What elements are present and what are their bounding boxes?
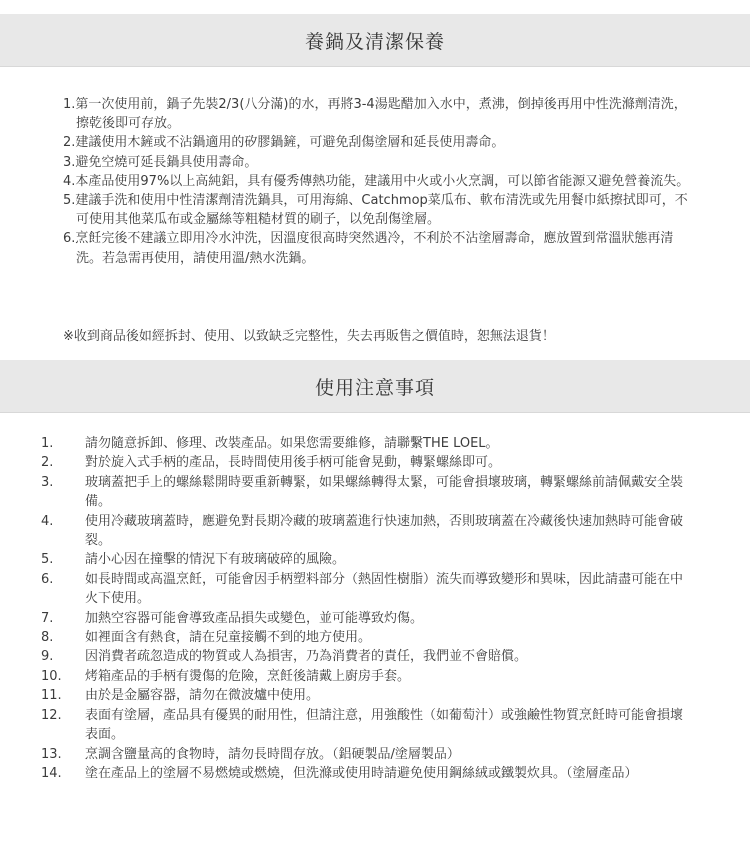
- care-item: 1.第一次使用前，鍋子先裝2/3(八分滿)的水，再將3-4湯匙醋加入水中，煮沸，倒掉後再用中性洗滌劑清洗，擦乾後即可存放。: [63, 97, 687, 132]
- usage-item: 5. 請小心因在撞擊的情況下有玻璃破碎的風險。: [41, 552, 346, 568]
- usage-item: 2. 對於旋入式手柄的產品，長時間使用後手柄可能會晃動，轉緊螺絲即可。: [41, 455, 502, 471]
- care-item: 3.避免空燒可延長鍋具使用壽命。: [63, 154, 258, 170]
- care-item: 2.建議使用木鏟或不沾鍋適用的矽膠鍋鏟，可避免刮傷塗層和延長使用壽命。: [63, 135, 505, 151]
- usage-precautions-list: [41, 434, 693, 783]
- usage-item: 7. 加熱空容器可能會導致產品損失或變色，並可能導致灼傷。: [41, 610, 424, 626]
- usage-item: 6. 如長時間或高溫烹飪，可能會因手柄塑料部分（熱固性樹脂）流失而導致變形和異味，因此請盡可能在中火下使用。: [41, 571, 684, 607]
- usage-item: 1. 請勿隨意拆卸、修理、改裝產品。如果您需要維修，請聯繫THE LOEL。: [41, 436, 499, 451]
- care-section-title: 養鍋及清潔保養: [304, 30, 445, 53]
- usage-section-header: [0, 360, 750, 412]
- usage-item: 10. 烤箱產品的手柄有燙傷的危險，烹飪後請戴上廚房手套。: [41, 668, 411, 684]
- care-item: 6.烹飪完後不建議立即用冷水沖洗，因溫度很高時突然遇冷，不利於不沾塗層壽命，應放置到常溫狀態再清洗。若急需再使用，請使用溫/熱水洗鍋。: [63, 231, 674, 266]
- care-item: 4.本產品使用97%以上高純鋁，具有優秀傳熱功能，建議用中火或小火烹調，可以節省能源又避免營養流失。: [63, 173, 690, 189]
- care-section-header: [0, 14, 750, 66]
- usage-item: 3. 玻璃蓋把手上的螺絲鬆開時要重新轉緊，如果螺絲轉得太緊，可能會損壞玻璃，轉緊螺絲前請佩戴安全裝備。: [41, 474, 684, 510]
- usage-item: 12. 表面有塗層，產品具有優異的耐用性，但請注意，用強酸性（如葡萄汁）或強鹼性物質烹飪時可能會損壞表面。: [41, 707, 684, 743]
- usage-item: 9. 因消費者疏忽造成的物質或人為損害，乃為消費者的責任，我們並不會賠償。: [41, 649, 528, 665]
- return-policy-note: ※收到商品後如經拆封、使用、以致缺乏完整性，失去再販售之價值時，恕無法退貨！: [63, 329, 555, 344]
- care-instructions-list: [63, 95, 693, 268]
- care-item: 5.建議手洗和使用中性清潔劑清洗鍋具，可用海綿、Catchmop菜瓜布、軟布清洗或先用餐巾紙擦拭即可，不可使用其他菜瓜布或金屬絲等粗糙材質的刷子，以免刮傷塗層。: [63, 193, 688, 228]
- usage-item: 14. 塗在產品上的塗層不易燃燒或燃燒，但洗滌或使用時請避免使用鋼絲絨或鐵製炊具。（塗層產品）: [41, 765, 638, 781]
- usage-item: 13. 烹調含鹽量高的食物時，請勿長時間存放。（鋁硬製品/塗層製品）: [41, 746, 460, 762]
- usage-item: 8. 如裡面含有熱食，請在兒童接觸不到的地方使用。: [41, 630, 372, 646]
- usage-section-title: 使用注意事項: [314, 376, 435, 399]
- usage-item: 4. 使用冷藏玻璃蓋時，應避免對長期冷藏的玻璃蓋進行快速加熱，否則玻璃蓋在冷藏後快速加熱時可能會破裂。: [41, 513, 684, 549]
- usage-item: 11. 由於是金屬容器，請勿在微波爐中使用。: [41, 688, 320, 704]
